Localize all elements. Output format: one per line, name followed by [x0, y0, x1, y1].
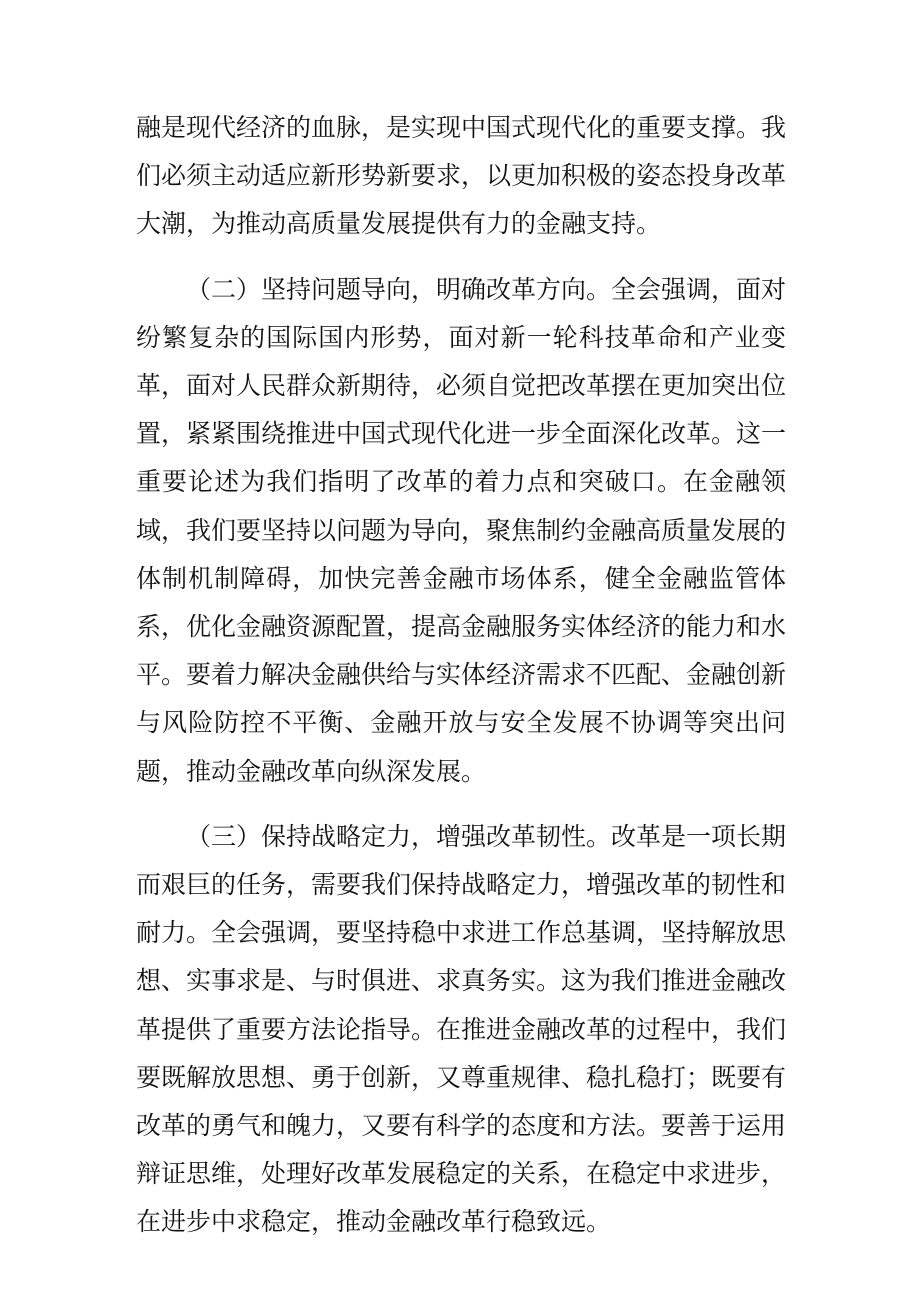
paragraph-gap [136, 796, 786, 813]
paragraph-1: 融是现代经济的血脉，是实现中国式现代化的重要支撑。我们必须主动适应新形势新要求，以更加积极的姿态投身改革大潮，为推动高质量发展提供有力的金融支持。 [136, 113, 787, 239]
document-page [136, 104, 786, 1247]
paragraph-gap [136, 249, 786, 266]
paragraph-2: （二）坚持问题导向，明确改革方向。全会强调，面对纷繁复杂的国际国内形势，面对新一轮科技革命和产业变革，面对人民群众新期待，必须自觉把改革摆在更加突出位置，紧紧围绕推进中国式现代化进一步全面深化改革。这一重要论述为我们指明了改革的着力点和突破口。在金融领域，我们要坚持以问题为导向，聚焦制约金融高质量发展的体制机制障碍，加快完善金融市场体系，健全金融监管体系，优化金融资源配置，提高金融服务实体经济的能力和水平。要着力解决金融供给与实体经济需求不匹配、金融创新与风险防控不平衡、金融开放与安全发展不协调等突出问题，推动金融改革向纵深发展。 [136, 274, 787, 786]
paragraph-3: （三）保持战略定力，增强改革韧性。改革是一项长期而艰巨的任务，需要我们保持战略定力，增强改革的韧性和耐力。全会强调，要坚持稳中求进工作总基调，坚持解放思想、实事求是、与时俱进、求真务实。这为我们推进金融改革提供了重要方法论指导。在推进金融改革的过程中，我们要既解放思想、勇于创新，又尊重规律、稳扎稳打；既要有改革的勇气和魄力，又要有科学的态度和方法。要善于运用辩证思维，处理好改革发展稳定的关系，在稳定中求进步，在进步中求稳定，推动金融改革行稳致远。 [136, 821, 787, 1237]
